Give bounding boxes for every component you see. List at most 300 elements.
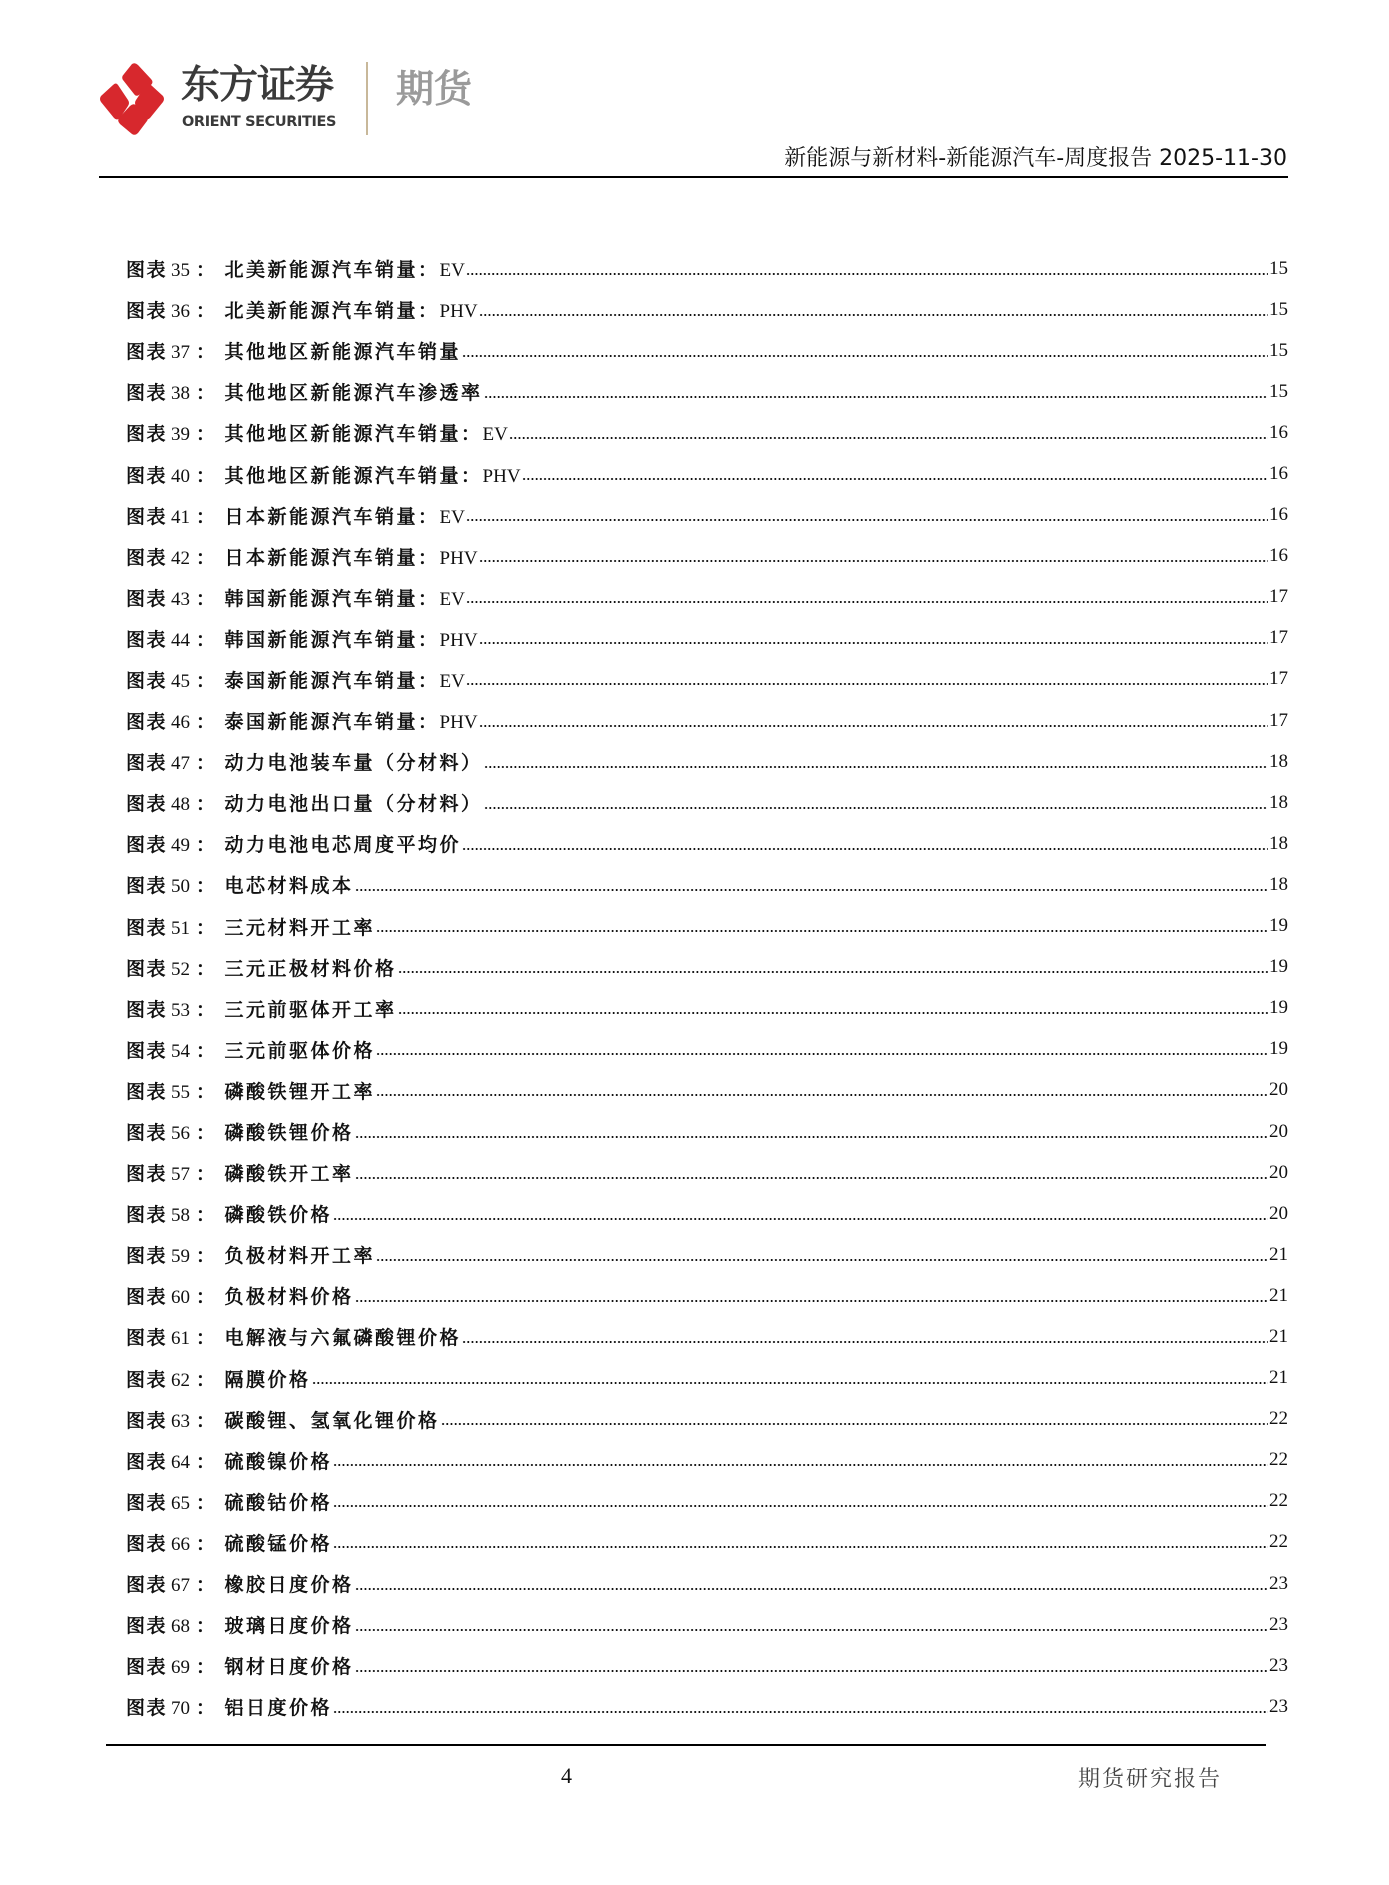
brand-name-en: ORIENT SECURITIES [182,114,337,130]
entry-title-suffix: PHV [439,712,478,734]
entry-page-number[interactable]: 20 [1269,1120,1288,1142]
entry-prefix: 图表 [126,1532,168,1555]
entry-title-text: 其他地区新能源汽车销量： [224,423,483,446]
entry-label[interactable] [126,419,508,446]
entry-separator: ： [196,341,217,364]
entry-title [225,1204,333,1226]
entry-label[interactable] [126,830,461,857]
entry-title-text: 硫酸锰价格 [224,1532,333,1555]
entry-page-number[interactable]: 22 [1269,1531,1288,1553]
entry-title [225,1697,333,1719]
entry-label[interactable] [126,378,483,405]
dot-leader [522,478,1268,480]
entry-prefix: 图表 [126,834,168,857]
dot-leader [333,1464,1268,1466]
entry-number: 47 [171,753,191,775]
entry-number: 69 [171,1657,191,1679]
dot-leader [376,930,1268,932]
entry-label[interactable] [126,871,354,898]
entry-title-text: 三元前驱体价格 [224,1039,376,1062]
entry-separator: ： [196,464,217,487]
dot-leader [466,519,1268,521]
entry-label[interactable] [126,1693,332,1720]
footer-label: 期货研究报告 [1078,1767,1223,1792]
entry-label[interactable] [126,789,483,816]
entry-number: 58 [171,1205,191,1227]
toc-entry[interactable] [126,1275,1288,1316]
entry-label[interactable] [126,584,465,611]
entry-label[interactable] [126,1282,354,1309]
entry-number: 43 [171,588,191,610]
dot-leader [466,601,1268,603]
entry-prefix: 图表 [126,259,168,282]
entry-page-number[interactable]: 16 [1269,421,1288,443]
entry-separator: ： [196,1656,217,1679]
entry-separator: ： [196,1532,217,1555]
toc-entry[interactable] [126,453,1288,494]
entry-title [225,1369,311,1391]
entry-title [225,999,397,1021]
toc-entry[interactable] [126,1111,1288,1152]
dot-leader [333,1505,1268,1507]
toc-entry[interactable] [126,1399,1288,1440]
toc-entry[interactable] [126,618,1288,659]
footer-rule [106,1744,1266,1746]
entry-label[interactable] [126,1652,354,1679]
entry-label[interactable] [126,1488,332,1515]
page-number: 4 [561,1763,572,1788]
entry-title-suffix: EV [439,260,465,282]
toc-entry[interactable] [126,1522,1288,1563]
entry-number: 53 [171,999,191,1021]
entry-label[interactable] [126,995,397,1022]
dot-leader [462,1341,1268,1343]
entry-page-number[interactable]: 19 [1269,956,1288,978]
entry-number: 52 [171,958,191,980]
entry-prefix: 图表 [126,669,168,692]
toc-entry[interactable] [126,823,1288,864]
toc-entry[interactable] [126,289,1288,330]
entry-prefix: 图表 [126,546,168,569]
entry-number: 42 [171,547,191,569]
toc-entry[interactable] [126,782,1288,823]
entry-number: 66 [171,1533,191,1555]
dot-leader [333,1711,1268,1713]
entry-label[interactable] [126,1077,375,1104]
entry-page-number[interactable]: 18 [1269,832,1288,854]
entry-prefix: 图表 [126,752,168,775]
entry-title-text: 北美新能源汽车销量： [224,259,440,282]
entry-label[interactable] [126,666,465,693]
entry-separator: ： [196,1163,217,1186]
entry-number: 48 [171,794,191,816]
toc-entry[interactable] [126,1645,1288,1686]
entry-title [225,423,508,445]
entry-page-number[interactable]: 23 [1269,1695,1288,1717]
entry-number: 64 [171,1451,191,1473]
entry-separator: ： [196,1697,217,1720]
entry-label[interactable] [126,296,478,323]
entry-title [225,917,376,939]
entry-title-suffix: PHV [482,465,521,487]
entry-label[interactable] [126,1200,332,1227]
entry-title-text: 碳酸锂、氢氧化锂价格 [224,1409,440,1432]
entry-page-number[interactable]: 21 [1269,1367,1288,1389]
entry-title-suffix: EV [482,424,508,446]
dot-leader [355,889,1268,891]
entry-prefix: 图表 [126,1368,168,1391]
entry-title-text: 三元正极材料价格 [224,957,397,980]
dot-leader [462,848,1268,850]
toc-entry[interactable] [126,1152,1288,1193]
dot-leader [355,1177,1268,1179]
toc-entry[interactable] [126,700,1288,741]
dot-leader [484,396,1268,398]
entry-prefix: 图表 [126,1245,168,1268]
entry-page-number[interactable]: 18 [1269,750,1288,772]
entry-number: 70 [171,1698,191,1720]
entry-separator: ： [196,669,217,692]
entry-label[interactable] [126,1159,354,1186]
entry-title-text: 磷酸铁锂开工率 [224,1080,376,1103]
entry-title-text: 负极材料开工率 [224,1245,376,1268]
entry-label[interactable] [126,502,465,529]
entry-title [225,506,465,528]
entry-label[interactable] [126,1406,440,1433]
entry-prefix: 图表 [126,628,168,651]
entry-number: 45 [171,670,191,692]
entry-number: 60 [171,1287,191,1309]
entry-label[interactable] [126,1036,375,1063]
entry-title-text: 日本新能源汽车销量： [224,546,440,569]
entry-title-text: 韩国新能源汽车销量： [224,587,440,610]
entry-page-number[interactable]: 21 [1269,1325,1288,1347]
entry-page-number[interactable]: 19 [1269,997,1288,1019]
entry-page-number[interactable]: 23 [1269,1613,1288,1635]
entry-title-text: 动力电池电芯周度平均价 [224,834,462,857]
entry-prefix: 图表 [126,1327,168,1350]
entry-separator: ： [196,1491,217,1514]
dot-leader [441,1423,1268,1425]
entry-number: 51 [171,917,191,939]
entry-title-text: 三元前驱体开工率 [224,998,397,1021]
entry-number: 62 [171,1369,191,1391]
entry-page-number[interactable]: 22 [1269,1408,1288,1430]
dot-leader [398,1012,1268,1014]
entry-label[interactable] [126,1118,354,1145]
dot-leader [462,355,1268,357]
entry-number: 61 [171,1328,191,1350]
toc-entry[interactable] [126,1604,1288,1645]
entry-number: 35 [171,260,191,282]
entry-label[interactable] [126,337,461,364]
entry-title [225,1327,462,1349]
entry-page-number[interactable]: 20 [1269,1079,1288,1101]
entry-number: 37 [171,342,191,364]
entry-title-suffix: PHV [439,301,478,323]
entry-number: 54 [171,1040,191,1062]
entry-prefix: 图表 [126,1656,168,1679]
entry-title-suffix: EV [439,506,465,528]
toc-entry[interactable] [126,1193,1288,1234]
entry-page-number[interactable]: 19 [1269,1038,1288,1060]
entry-title [225,711,478,733]
entry-title-text: 动力电池出口量（分材料） [224,793,483,816]
entry-separator: ： [196,1368,217,1391]
entry-prefix: 图表 [126,957,168,980]
entry-prefix: 图表 [126,916,168,939]
entry-title [225,465,521,487]
entry-title [225,547,478,569]
entry-number: 59 [171,1246,191,1268]
entry-page-number[interactable]: 20 [1269,1202,1288,1224]
entry-title-text: 隔膜价格 [224,1368,311,1391]
entry-prefix: 图表 [126,1080,168,1103]
dot-leader [376,1094,1268,1096]
entry-title-text: 韩国新能源汽车销量： [224,628,440,651]
entry-number: 38 [171,383,191,405]
dot-leader [398,971,1268,973]
entry-label[interactable] [126,1570,354,1597]
entry-number: 44 [171,629,191,651]
entry-prefix: 图表 [126,1697,168,1720]
entry-title-suffix: PHV [439,547,478,569]
entry-label[interactable] [126,543,478,570]
entry-title-text: 日本新能源汽车销量： [224,505,440,528]
entry-title-text: 硫酸钴价格 [224,1491,333,1514]
entry-prefix: 图表 [126,505,168,528]
entry-title [225,1286,354,1308]
entry-label[interactable] [126,1447,332,1474]
toc-entry[interactable] [126,1234,1288,1275]
entry-page-number[interactable]: 15 [1269,298,1288,320]
toc-entry[interactable] [126,536,1288,577]
toc-entry[interactable] [126,577,1288,618]
entry-title-text: 动力电池装车量（分材料） [224,752,483,775]
entry-page-number[interactable]: 16 [1269,463,1288,485]
entry-separator: ： [196,300,217,323]
entry-page-number[interactable]: 16 [1269,545,1288,567]
toc-entry[interactable] [126,371,1288,412]
toc-entry[interactable] [126,659,1288,700]
toc-entry[interactable] [126,1440,1288,1481]
entry-title-text: 其他地区新能源汽车销量 [224,341,462,364]
entry-label[interactable] [126,1529,332,1556]
entry-label[interactable] [126,461,521,488]
dot-leader [376,1259,1268,1261]
entry-title [225,1451,333,1473]
entry-title-text: 北美新能源汽车销量： [224,300,440,323]
entry-prefix: 图表 [126,382,168,405]
figure-list [126,248,1288,1727]
dot-leader [479,314,1268,316]
entry-page-number[interactable]: 22 [1269,1449,1288,1471]
entry-title-suffix: EV [439,670,465,692]
entry-prefix: 图表 [126,1039,168,1062]
entry-title [225,300,478,322]
entry-page-number[interactable]: 15 [1269,339,1288,361]
entry-separator: ： [196,1286,217,1309]
entry-page-number[interactable]: 17 [1269,709,1288,731]
entry-page-number[interactable]: 20 [1269,1161,1288,1183]
dot-leader [355,1629,1268,1631]
entry-page-number[interactable]: 21 [1269,1284,1288,1306]
entry-separator: ： [196,423,217,446]
entry-title [225,834,462,856]
entry-separator: ： [196,834,217,857]
entry-title [225,1081,376,1103]
dot-leader [466,273,1268,275]
entry-title [225,1163,354,1185]
entry-page-number[interactable]: 15 [1269,380,1288,402]
entry-page-number[interactable]: 19 [1269,915,1288,937]
entry-title [225,793,483,815]
toc-entry[interactable] [126,906,1288,947]
toc-entry[interactable] [126,412,1288,453]
entry-page-number[interactable]: 21 [1269,1243,1288,1265]
entry-number: 46 [171,712,191,734]
header-rule [99,176,1288,178]
entry-number: 40 [171,465,191,487]
toc-entry[interactable] [126,1563,1288,1604]
report-title: 新能源与新材料-新能源汽车-周度报告 2025-11-30 [784,146,1287,171]
entry-prefix: 图表 [126,793,168,816]
entry-page-number[interactable]: 17 [1269,586,1288,608]
entry-page-number[interactable]: 17 [1269,668,1288,690]
entry-label[interactable] [126,1611,354,1638]
entry-title [225,670,465,692]
dot-leader [466,683,1268,685]
toc-entry[interactable] [126,741,1288,782]
toc-entry[interactable] [126,864,1288,905]
entry-title-suffix: PHV [439,629,478,651]
entry-number: 57 [171,1164,191,1186]
entry-label[interactable] [126,707,478,734]
brand-name-cn: 东方证券 [181,63,334,108]
entry-title-text: 橡胶日度价格 [224,1574,354,1597]
entry-title-text: 负极材料价格 [224,1286,354,1309]
toc-entry[interactable] [126,1070,1288,1111]
toc-entry[interactable] [126,1316,1288,1357]
entry-prefix: 图表 [126,711,168,734]
entry-page-number[interactable]: 22 [1269,1490,1288,1512]
entry-page-number[interactable]: 18 [1269,873,1288,895]
entry-page-number[interactable]: 17 [1269,627,1288,649]
entry-title [225,259,465,281]
orient-securities-logo-icon [99,62,165,136]
entry-number: 63 [171,1410,191,1432]
entry-number: 49 [171,835,191,857]
entry-prefix: 图表 [126,300,168,323]
entry-label[interactable] [126,1365,311,1392]
entry-separator: ： [196,505,217,528]
entry-number: 67 [171,1575,191,1597]
entry-page-number[interactable]: 23 [1269,1654,1288,1676]
entry-title [225,588,465,610]
entry-prefix: 图表 [126,1204,168,1227]
entry-separator: ： [196,875,217,898]
entry-title [225,958,397,980]
entry-title-text: 磷酸铁价格 [224,1204,333,1227]
entry-number: 41 [171,506,191,528]
entry-label[interactable] [126,913,375,940]
toc-entry[interactable] [126,330,1288,371]
entry-page-number[interactable]: 15 [1269,257,1288,279]
entry-separator: ： [196,916,217,939]
entry-page-number[interactable]: 23 [1269,1572,1288,1594]
entry-title [225,1533,333,1555]
dot-leader [333,1218,1268,1220]
entry-separator: ： [196,1204,217,1227]
entry-label[interactable] [126,625,478,652]
entry-separator: ： [196,1615,217,1638]
entry-title [225,752,483,774]
entry-separator: ： [196,1409,217,1432]
toc-entry[interactable] [126,947,1288,988]
entry-separator: ： [196,957,217,980]
dot-leader [509,437,1268,439]
entry-number: 68 [171,1616,191,1638]
entry-number: 56 [171,1123,191,1145]
dot-leader [484,766,1268,768]
entry-label[interactable] [126,954,397,981]
logo-divider [366,62,368,135]
dot-leader [355,1136,1268,1138]
entry-label[interactable] [126,255,465,282]
entry-prefix: 图表 [126,1286,168,1309]
entry-separator: ： [196,259,217,282]
toc-entry[interactable] [126,495,1288,536]
entry-number: 36 [171,301,191,323]
entry-title [225,875,354,897]
entry-title-suffix: EV [439,588,465,610]
dot-leader [312,1382,1268,1384]
entry-prefix: 图表 [126,1491,168,1514]
entry-title [225,1410,440,1432]
toc-entry[interactable] [126,1481,1288,1522]
entry-separator: ： [196,382,217,405]
entry-page-number[interactable]: 18 [1269,791,1288,813]
entry-label[interactable] [126,1241,375,1268]
toc-entry[interactable] [126,1686,1288,1727]
entry-title [225,1574,354,1596]
entry-prefix: 图表 [126,464,168,487]
entry-title [225,629,478,651]
dot-leader [484,807,1268,809]
toc-entry[interactable] [126,248,1288,289]
toc-entry[interactable] [126,1029,1288,1070]
entry-separator: ： [196,1450,217,1473]
entry-label[interactable] [126,1323,461,1350]
entry-title-text: 铝日度价格 [224,1697,333,1720]
entry-title [225,382,483,404]
dot-leader [355,1588,1268,1590]
toc-entry[interactable] [126,988,1288,1029]
entry-title-text: 其他地区新能源汽车渗透率 [224,382,483,405]
entry-separator: ： [196,793,217,816]
dot-leader [479,560,1268,562]
entry-prefix: 图表 [126,341,168,364]
entry-title-text: 钢材日度价格 [224,1656,354,1679]
entry-prefix: 图表 [126,423,168,446]
entry-number: 39 [171,424,191,446]
entry-title-text: 磷酸铁锂价格 [224,1122,354,1145]
entry-page-number[interactable]: 16 [1269,504,1288,526]
entry-label[interactable] [126,748,483,775]
entry-number: 50 [171,876,191,898]
entry-prefix: 图表 [126,1163,168,1186]
toc-entry[interactable] [126,1358,1288,1399]
